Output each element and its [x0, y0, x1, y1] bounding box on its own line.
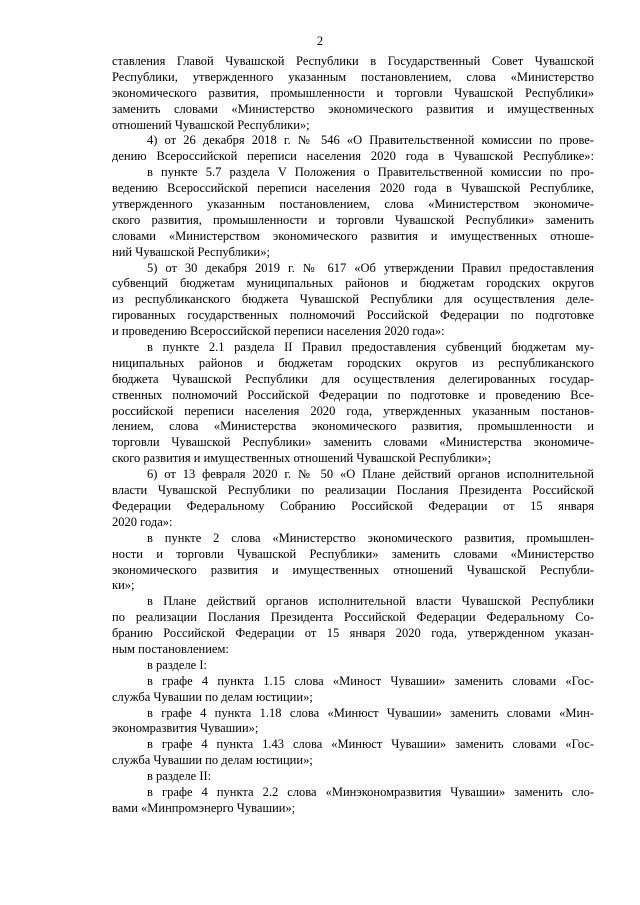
text-line: экономразвития Чувашии»;: [112, 721, 259, 736]
text-line: Республики, утвержденного указанным постановлением, слова «Министерство: [112, 69, 594, 84]
text-line: в графе 4 пункта 1.15 слова «Миност Чувашии» заменить словами «Гос-: [147, 673, 594, 688]
text-line: ний Чувашской Республики»;: [112, 244, 270, 259]
text-line: по реализации Послания Президента Российской Федерации Федеральному Со-: [112, 610, 594, 625]
text-line: ки»;: [112, 578, 135, 593]
text-line: утвержденного указанным постановлением, слова «Министерством экономиче-: [112, 197, 594, 212]
text-line: власти Чувашской Республики по реализации Послания Президента Российской: [112, 483, 594, 498]
text-line: бранию Российской Федерации от 15 января 2020 года, утвержденном указан-: [112, 626, 594, 641]
text-line: в Плане действий органов исполнительной власти Чувашской Республики: [147, 594, 594, 609]
text-line: экономического развития и имущественных отношений Чувашской Республи-: [112, 562, 594, 577]
text-line: в пункте 2.1 раздела II Правил предоставления субвенций бюджетам му-: [147, 340, 594, 355]
text-line: ственных полномочий Российской Федерации по подготовке и проведению Все-: [112, 387, 594, 402]
text-line: лением, слова «Министерства экономического развития, промышленности и: [112, 419, 594, 434]
text-line: из республиканского бюджета Чувашской Республики для осуществления деле-: [112, 292, 594, 307]
text-line: в графе 4 пункта 1.43 слова «Минюст Чувашии» заменить словами «Гос-: [147, 737, 594, 752]
text-line: в графе 4 пункта 2.2 слова «Минэкономразвития Чувашии» заменить сло-: [147, 784, 594, 799]
text-line: служба Чувашии по делам юстиции»;: [112, 689, 313, 704]
text-line: гированных государственных полномочий Российской Федерации по подготовке: [112, 308, 594, 323]
text-line: 4) от 26 декабря 2018 г. № 546 «О Правительственной комиссии по прове-: [147, 133, 594, 148]
text-line: в разделе II:: [147, 769, 212, 784]
text-line: вами «Минпромэнерго Чувашии»;: [112, 800, 296, 815]
text-line: ставления Главой Чувашской Республики в Государственный Совет Чувашской: [112, 54, 594, 68]
text-line: ского развития и имущественных отношений Чувашской Республики»;: [112, 451, 492, 466]
text-line: российской переписи населения 2020 года, утвержденных указанным постанов-: [112, 403, 594, 418]
text-line: 5) от 30 декабря 2019 г. № 617 «Об утверждении Правил предоставления: [147, 260, 594, 275]
text-line: ведению Всероссийской переписи населения 2020 года в Чувашской Республике,: [112, 181, 594, 196]
text-line: ниципальных районов и бюджетам городских округов из республиканского: [112, 355, 594, 370]
text-line: 6) от 13 февраля 2020 г. № 50 «О Плане действий органов исполнительной: [147, 467, 594, 482]
text-line: отношений Чувашской Республики»;: [112, 117, 310, 132]
text-line: торговли Чувашской Республики» заменить словами «Министерства экономиче-: [112, 435, 594, 450]
text-line: служба Чувашии по делам юстиции»;: [112, 753, 313, 768]
text-line: бюджета Чувашской Республики для осуществления делегированных государ-: [112, 371, 594, 386]
text-line: ности и торговли Чувашской Республики» заменить словами «Министерство: [112, 546, 594, 561]
text-line: заменить словами «Министерство экономического развития и имущественных: [112, 101, 594, 116]
document-body: [112, 54, 594, 817]
text-line: ского развития, промышленности и торговли Чувашской Республики» заменить: [112, 212, 594, 227]
text-line: в разделе I:: [147, 657, 207, 672]
text-line: в пункте 5.7 раздела V Положения о Правительственной комиссии по про-: [147, 165, 594, 180]
text-line: и проведению Всероссийской переписи населения 2020 года»:: [112, 324, 445, 339]
text-line: экономического развития, промышленности и торговли Чувашской Республики»: [112, 85, 594, 100]
page-number: 2: [316, 34, 324, 48]
text-line: в графе 4 пункта 1.18 слова «Минюст Чувашии» заменить словами «Мин-: [147, 705, 594, 720]
text-line: ным постановлением:: [112, 641, 229, 656]
text-line: в пункте 2 слова «Министерство экономического развития, промышлен-: [147, 530, 594, 545]
text-line: словами «Министерством экономического развития и имущественных отноше-: [112, 228, 594, 243]
text-line: дению Всероссийской переписи населения 2020 года в Чувашской Республике»:: [112, 149, 594, 164]
text-line: субвенций бюджетам муниципальных районов и бюджетам городских округов: [112, 276, 594, 291]
text-line: 2020 года»:: [112, 514, 173, 529]
text-line: Федерации Федеральному Собранию Российской Федерации от 15 января: [112, 498, 594, 513]
